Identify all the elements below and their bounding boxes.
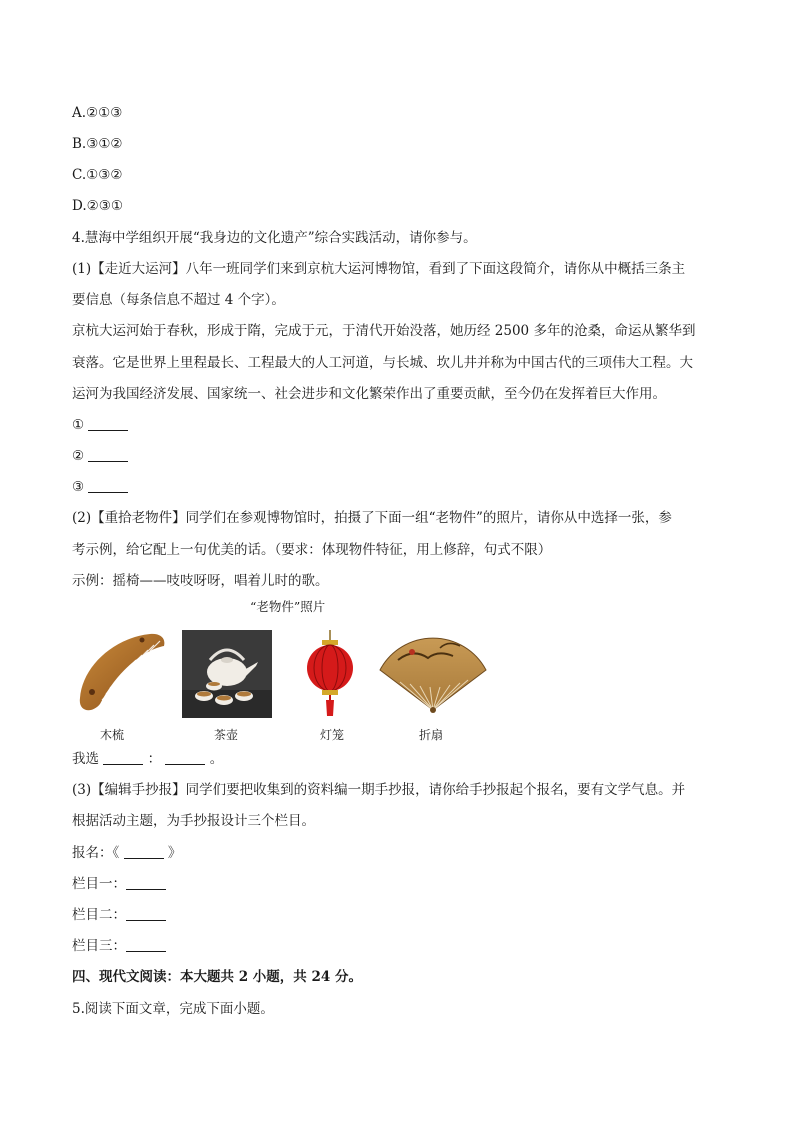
column-line-3 [72,937,166,955]
answer-mark: ③ [72,479,85,495]
column-blank[interactable] [126,937,166,952]
passage-line3: 运河为我国经济发展、国家统一、社会进步和文化繁荣作出了重要贡献，至今仍在发挥着巨大作用。 [72,386,666,402]
teapot-image [182,630,272,718]
choose-sentence-blank[interactable] [165,750,205,765]
part1-line2: 要信息（每条信息不超过 4 个字）。 [72,292,285,308]
column-line-1 [72,875,166,893]
photo-label-comb: 木梳 [100,728,125,742]
column-blank[interactable] [126,875,166,890]
name-label: 报名：《 [72,845,120,861]
passage-line2: 衰落。它是世界上里程最长、工程最大的人工河道，与长城、坎儿井并称为中国古代的三项伟大工程。大 [72,355,693,371]
answer-blank[interactable] [88,447,128,462]
choose-colon: ： [147,751,162,767]
answer-mark: ② [72,448,85,464]
answer-line-1 [72,416,128,434]
passage-line1: 京杭大运河始于春秋，形成于隋，完成于元，于清代开始没落，她历经 2500 多年的沧桑，命运从繁华到 [72,323,696,339]
part2-line2: 考示例，给它配上一句优美的话。（要求：体现物件特征，用上修辞，句式不限） [72,542,552,558]
choose-item-blank[interactable] [103,750,143,765]
question-4-title: 4.慧海中学组织开展“我身边的文化遗产”综合实践活动，请你参与。 [72,230,477,246]
name-blank[interactable] [124,844,164,859]
photo-label-teapot: 茶壶 [214,728,239,742]
name-line [72,844,181,862]
photo-caption-title: “老物件”照片 [250,599,326,614]
option-a: A.②①③ [72,105,123,121]
lantern-image [300,630,360,718]
comb-image [72,628,168,718]
column-label: 栏目三： [72,938,126,954]
part2-line1: (2)【重拾老物件】同学们在参观博物馆时，拍摄了下面一组“老物件”的照片，请你从中选择一张，参 [72,510,672,526]
example-line: 示例：摇椅——吱吱呀呀，唱着儿时的歌。 [72,573,329,589]
answer-line-3 [72,478,128,496]
part3-line1: (3)【编辑手抄报】同学们要把收集到的资料编一期手抄报，请你给手抄报起个报名，要有文学气息。并 [72,782,686,798]
answer-blank[interactable] [88,416,128,431]
option-d: D.②③① [72,198,123,214]
fan-image [378,630,488,720]
column-label: 栏目二： [72,907,126,923]
section-4-heading: 四、现代文阅读：本大题共 2 小题，共 24 分。 [72,969,362,985]
answer-line-2 [72,447,128,465]
question-5-title: 5.阅读下面文章，完成下面小题。 [72,1001,274,1017]
name-end: 》 [167,845,182,861]
column-blank[interactable] [126,906,166,921]
option-c: C.①③② [72,167,123,183]
part3-line2: 根据活动主题，为手抄报设计三个栏目。 [72,813,315,829]
answer-blank[interactable] [88,478,128,493]
answer-mark: ① [72,417,85,433]
choose-end: 。 [209,751,224,767]
option-b: B.③①② [72,136,123,152]
photo-label-lantern: 灯笼 [320,728,345,742]
column-label: 栏目一： [72,876,126,892]
photo-label-fan: 折扇 [419,728,444,742]
choose-line [72,750,223,768]
column-line-2 [72,906,166,924]
part1-line1: (1)【走近大运河】八年一班同学们来到京杭大运河博物馆，看到了下面这段简介，请你从中概括三条主 [72,261,686,277]
choose-prefix: 我选 [72,751,99,767]
